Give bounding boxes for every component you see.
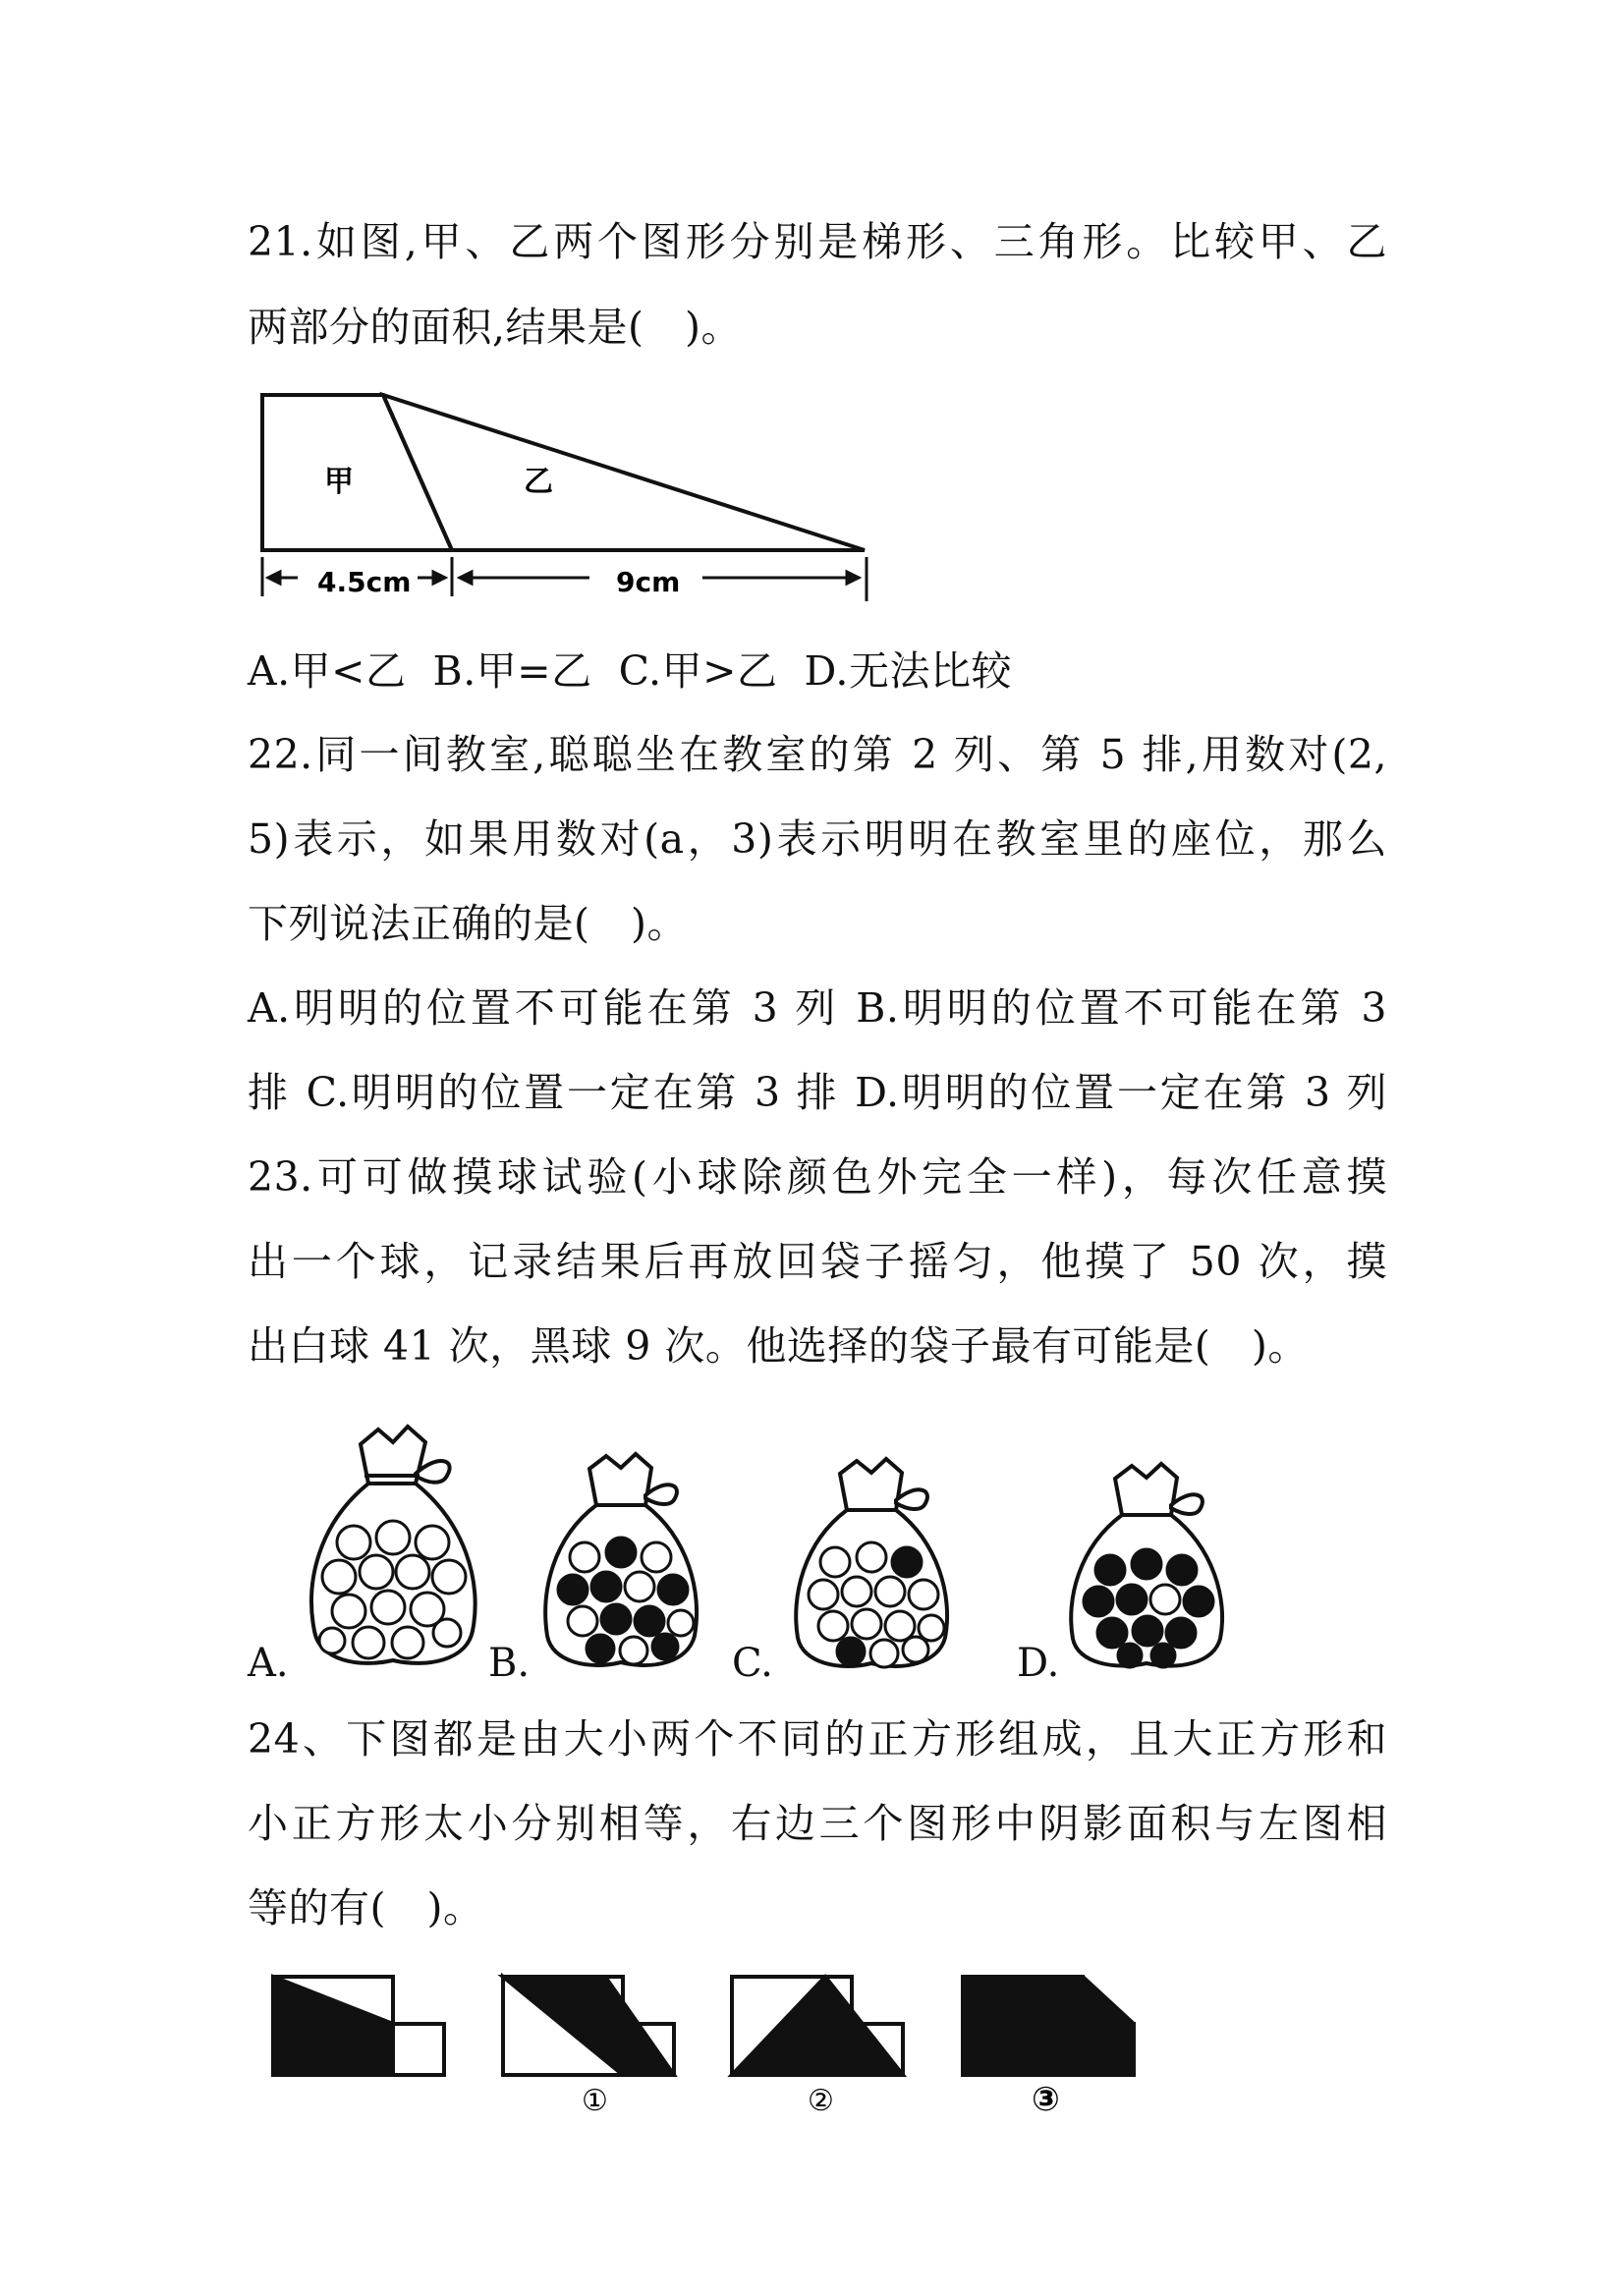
bag-d-figure xyxy=(1061,1454,1233,1675)
q21-figure xyxy=(251,385,899,611)
trapezoid-jia xyxy=(262,395,452,550)
bag-a-label: A. xyxy=(248,1641,289,1686)
q22-option-line2: 排 C.明明的位置一定在第 3 排 D.明明的位置一定在第 3 列 xyxy=(248,1069,1387,1116)
bag-b-label: B. xyxy=(488,1641,531,1686)
q24-figure xyxy=(265,1965,1179,2112)
square-figure-2 xyxy=(732,1977,903,2075)
bag-a-figure xyxy=(300,1415,486,1675)
q21-options: A.甲<乙 B.甲=乙 C.甲>乙 D.无法比较 xyxy=(248,647,1012,695)
q22-text-line3: 下列说法正确的是( )。 xyxy=(248,900,688,947)
dim-left: 4.5cm xyxy=(317,566,412,598)
dim-right: 9cm xyxy=(616,566,681,598)
bag-b-figure xyxy=(535,1444,707,1675)
bag-c-label: C. xyxy=(732,1641,773,1686)
q23-text-line2: 出一个球，记录结果后再放回袋子摇匀，他摸了 50 次，摸 xyxy=(248,1238,1387,1285)
figure-2-label: ② xyxy=(808,2084,834,2112)
q24-text-line3: 等的有( )。 xyxy=(248,1884,484,1932)
q21-text-line1: 21.如图,甲、乙两个图形分别是梯形、三角形。比较甲、乙 xyxy=(248,218,1387,265)
square-figure-1 xyxy=(503,1977,674,2075)
label-jia: 甲 xyxy=(324,465,354,499)
figure-1-label: ① xyxy=(582,2084,608,2112)
q23-text-line1: 23.可可做摸球试验(小球除颜色外完全一样)，每次任意摸 xyxy=(248,1153,1387,1201)
q21-text-line2: 两部分的面积,结果是( )。 xyxy=(248,304,743,351)
q23-text-line3: 出白球 41 次，黑球 9 次。他选择的袋子最有可能是( )。 xyxy=(248,1322,1309,1370)
q24-text-line2: 小正方形太小分别相等，右边三个图形中阴影面积与左图相 xyxy=(248,1800,1387,1847)
figure-3-label: ③ xyxy=(1032,2080,1060,2112)
bag-d-label: D. xyxy=(1017,1641,1060,1686)
q22-option-line1: A.明明的位置不可能在第 3 列 B.明明的位置不可能在第 3 xyxy=(248,984,1387,1032)
square-figure-3 xyxy=(963,1977,1134,2075)
bag-c-figure xyxy=(786,1449,958,1675)
q22-text-line2: 5)表示，如果用数对(a，3)表示明明在教室里的座位，那么 xyxy=(248,815,1387,863)
square-figure-left xyxy=(273,1977,444,2075)
label-yi: 乙 xyxy=(524,465,553,499)
q22-text-line1: 22.同一间教室,聪聪坐在教室的第 2 列、第 5 排,用数对(2, xyxy=(248,731,1387,778)
q24-text-line1: 24、下图都是由大小两个不同的正方形组成，且大正方形和 xyxy=(248,1715,1387,1763)
triangle-yi xyxy=(383,395,865,550)
